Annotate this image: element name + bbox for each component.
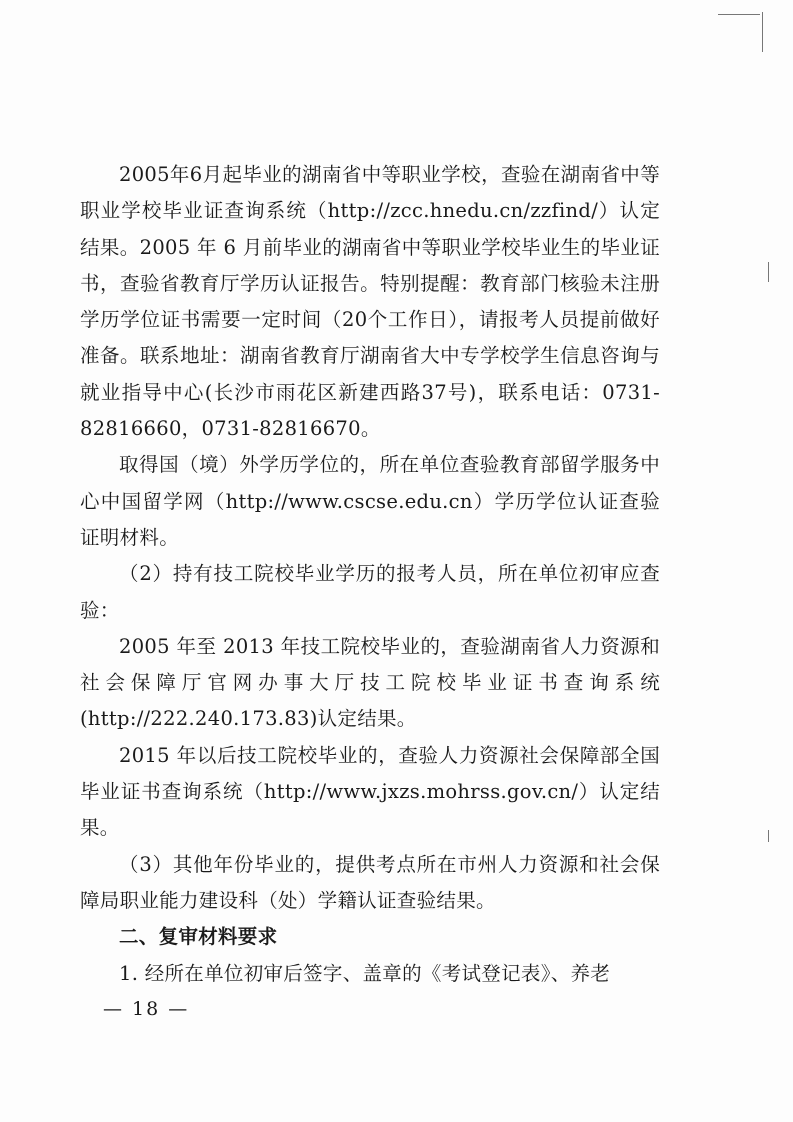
paragraph-technical-2015: 2015 年以后技工院校毕业的，查验人力资源社会保障部全国毕业证书查询系统（http://www.jxzs.mohrss.gov.cn/）认定结果。 (80, 743, 660, 840)
paragraph-technical-school: （2）持有技工院校毕业学历的报考人员，所在单位初审应查验： (80, 562, 660, 622)
section-heading: 二、复审材料要求 (119, 925, 278, 949)
scan-artifact (718, 14, 760, 15)
scan-artifact (762, 12, 763, 52)
page-number: — 18 — (103, 998, 190, 1020)
paragraph-other-years: （3）其他年份毕业的，提供考点所在市州人力资源和社会保障局职业能力建设科（处）学籍认证查验结果。 (80, 852, 660, 912)
scan-artifact (768, 262, 769, 282)
paragraph-item-1: 1. 经所在单位初审后签字、盖章的《考试登记表》、养老 (119, 961, 611, 985)
scan-artifact (768, 830, 769, 842)
paragraph-foreign-degree: 取得国（境）外学历学位的，所在单位查验教育部留学服务中心中国留学网（http://www.cscse.edu.cn）学历学位认证查验证明材料。 (80, 453, 660, 549)
paragraph-technical-2005-2013: 2005 年至 2013 年技工院校毕业的，查验湖南省人力资源和社会保障厅官网办事大厅技工院校毕业证书查询系统(http://222.240.173.83)认定结果。 (80, 634, 660, 731)
paragraph-secondary-school: 2005年6月起毕业的湖南省中等职业学校，查验在湖南省中等职业学校毕业证查询系统（http://zcc.hnedu.cn/zzfind/）认定结果。2005 年 6 月前毕业的湖南省中等职业学校毕业生的毕业证书，查验省教育厅学历认证报告。特别提醒：教育部门核验未注册学历学位证书需要一定时间（20个工作日），请报考人员提前做好准备。联系地址：湖南省教育厅湖南省大中专学校学生信息咨询与就业指导中心(长沙市雨花区新建西路37号)，联系电话：0731-82816660，0731-82816670。 (80, 163, 660, 441)
document-body (80, 157, 660, 992)
